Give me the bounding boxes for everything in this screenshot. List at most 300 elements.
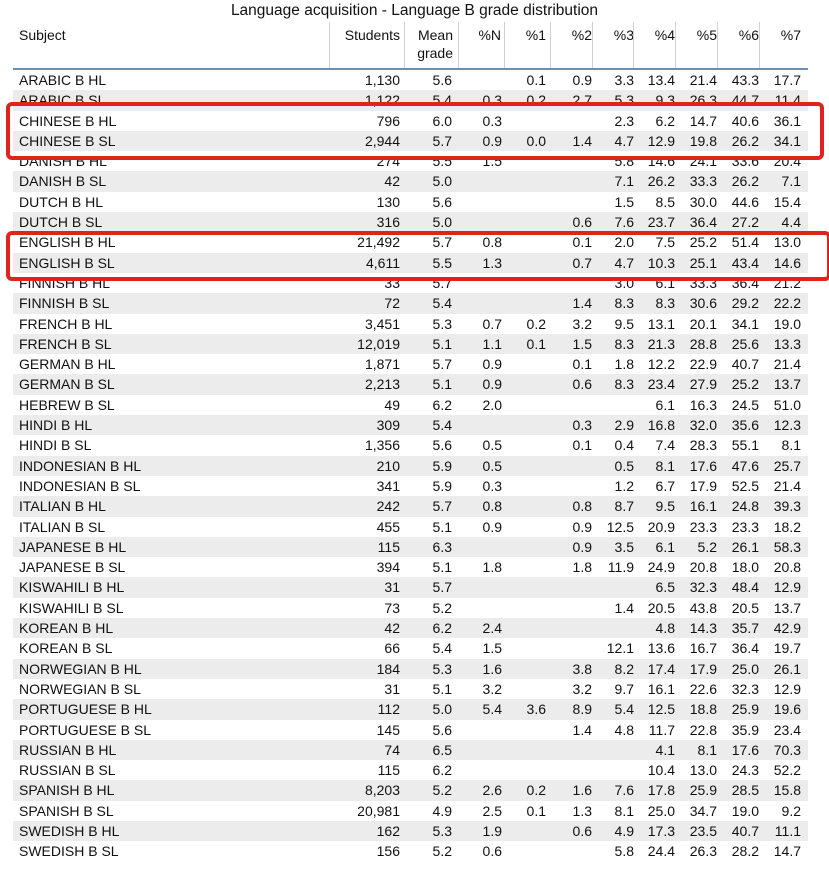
cell-value: 11.9 (607, 559, 634, 576)
cell-value: 36.4 (689, 214, 717, 231)
cell-value: 28.8 (689, 335, 717, 352)
cell-value: 3.5 (614, 538, 634, 555)
table-row (13, 496, 808, 516)
cell-subject: HINDI B SL (19, 437, 92, 454)
cell-value: 21.3 (647, 335, 675, 352)
cell-value: 13.3 (773, 335, 801, 352)
cell-value: 0.5 (482, 437, 502, 454)
cell-value: 16.3 (689, 396, 717, 413)
cell-value: 8.9 (572, 701, 592, 718)
cell-value: 33 (384, 274, 400, 291)
cell-value: 25.1 (689, 254, 717, 271)
cell-value: 26.2 (647, 173, 675, 190)
cell-value: 5.2 (432, 843, 452, 860)
header-p7: %7 (780, 27, 801, 43)
cell-value: 0.9 (482, 356, 502, 373)
cell-value: 17.9 (689, 477, 717, 494)
cell-value: 19.7 (773, 640, 801, 657)
cell-value: 115 (377, 538, 400, 555)
cell-value: 2.4 (482, 620, 502, 637)
cell-value: 13.4 (647, 72, 675, 88)
cell-value: 11.4 (774, 92, 801, 109)
cell-value: 0.8 (572, 498, 592, 515)
cell-value: 274 (376, 153, 400, 170)
cell-value: 43.3 (731, 72, 759, 88)
cell-value: 8.2 (614, 660, 634, 677)
header-p5: %5 (696, 27, 717, 43)
cell-subject: GERMAN B SL (19, 376, 115, 393)
cell-value: 12.5 (606, 518, 634, 535)
cell-value: 309 (376, 417, 400, 434)
cell-value: 19.6 (773, 701, 801, 718)
cell-value: 48.4 (731, 579, 759, 596)
cell-value: 5.3 (614, 92, 634, 109)
cell-value: 3,451 (364, 315, 400, 332)
cell-value: 25.7 (773, 457, 801, 474)
cell-value: 26.1 (773, 660, 801, 677)
header-subject: Subject (19, 27, 66, 43)
cell-subject: HINDI B HL (19, 417, 93, 434)
table-row (13, 334, 808, 354)
cell-value: 14.6 (773, 254, 801, 271)
cell-value: 16.7 (689, 640, 717, 657)
cell-value: 1.3 (482, 254, 502, 271)
cell-value: 6.5 (432, 741, 452, 758)
cell-value: 19.0 (731, 802, 759, 819)
cell-value: 40.7 (731, 356, 759, 373)
cell-value: 0.6 (482, 843, 502, 860)
table-row (13, 314, 808, 334)
cell-subject: KISWAHILI B SL (19, 599, 124, 616)
cell-value: 5.5 (432, 153, 452, 170)
cell-value: 0.5 (482, 457, 502, 474)
cell-value: 51.4 (731, 234, 759, 251)
cell-value: 130 (376, 193, 400, 210)
cell-value: 24.1 (689, 153, 717, 170)
cell-value: 1,356 (364, 437, 400, 454)
cell-value: 0.9 (572, 72, 592, 88)
table-row (13, 476, 808, 496)
cell-value: 19.0 (773, 315, 801, 332)
cell-value: 0.0 (526, 132, 546, 149)
cell-value: 341 (376, 477, 400, 494)
header-divider (759, 22, 760, 68)
cell-value: 0.2 (526, 782, 546, 799)
cell-value: 0.8 (482, 498, 502, 515)
cell-value: 24.5 (731, 396, 759, 413)
cell-subject: SPANISH B HL (19, 782, 115, 799)
cell-value: 6.1 (655, 396, 675, 413)
cell-value: 13.0 (773, 234, 801, 251)
cell-value: 5.1 (432, 376, 452, 393)
table-row (13, 699, 808, 719)
cell-value: 1.5 (572, 335, 592, 352)
cell-value: 1,122 (364, 92, 400, 109)
cell-value: 28.3 (689, 437, 717, 454)
cell-value: 0.4 (614, 437, 634, 454)
cell-value: 24.9 (647, 559, 675, 576)
cell-value: 36.4 (731, 274, 759, 291)
cell-subject: JAPANESE B HL (19, 538, 127, 555)
cell-value: 3.2 (482, 680, 502, 697)
cell-value: 8.3 (614, 376, 634, 393)
cell-value: 2.9 (614, 417, 634, 434)
cell-value: 34.1 (773, 132, 801, 149)
table-row (13, 456, 808, 476)
table-row (13, 293, 808, 313)
cell-value: 0.9 (482, 518, 502, 535)
cell-value: 3.2 (572, 680, 592, 697)
cell-subject: DUTCH B HL (19, 193, 104, 210)
cell-value: 5.0 (432, 701, 452, 718)
cell-value: 3.0 (614, 274, 634, 291)
table-row (13, 841, 808, 861)
cell-value: 5.4 (432, 92, 452, 109)
cell-value: 5.4 (432, 295, 452, 312)
cell-value: 7.1 (781, 173, 801, 190)
cell-value: 5.9 (432, 477, 452, 494)
cell-value: 6.2 (655, 112, 675, 129)
cell-value: 1.4 (572, 295, 592, 312)
cell-value: 6.3 (432, 538, 452, 555)
cell-subject: KOREAN B HL (19, 620, 114, 637)
cell-value: 0.1 (572, 234, 592, 251)
cell-value: 5.0 (432, 173, 452, 190)
cell-subject: ENGLISH B HL (19, 234, 116, 251)
cell-value: 26.1 (731, 538, 759, 555)
cell-value: 6.1 (655, 274, 675, 291)
table-row (13, 90, 808, 110)
cell-value: 8.5 (655, 193, 675, 210)
cell-value: 4.8 (614, 721, 634, 738)
cell-value: 8.1 (614, 802, 634, 819)
cell-value: 2,213 (364, 376, 400, 393)
cell-value: 19.8 (689, 132, 717, 149)
table-row (13, 395, 808, 415)
cell-value: 7.1 (614, 173, 634, 190)
cell-subject: FINNISH B HL (19, 274, 111, 291)
cell-value: 242 (376, 498, 400, 515)
cell-value: 26.3 (689, 92, 717, 109)
cell-value: 8.3 (614, 335, 634, 352)
cell-value: 3.3 (614, 72, 634, 88)
cell-value: 5.1 (432, 518, 452, 535)
table-row (13, 720, 808, 740)
table-row (13, 70, 808, 90)
header-p6: %6 (738, 27, 759, 43)
cell-value: 0.9 (482, 376, 502, 393)
cell-value: 14.7 (773, 843, 801, 860)
cell-value: 0.3 (482, 92, 502, 109)
cell-value: 27.2 (731, 214, 759, 231)
cell-value: 6.1 (655, 538, 675, 555)
cell-value: 5.9 (432, 457, 452, 474)
cell-value: 9.2 (781, 802, 801, 819)
cell-value: 17.6 (689, 457, 717, 474)
cell-value: 40.6 (731, 112, 759, 129)
header-divider (717, 22, 718, 68)
table-row (13, 354, 808, 374)
cell-value: 18.8 (689, 701, 717, 718)
cell-value: 12.1 (606, 640, 634, 657)
cell-value: 6.2 (432, 762, 452, 779)
cell-value: 1.8 (614, 356, 634, 373)
cell-value: 36.4 (731, 640, 759, 657)
cell-value: 22.6 (689, 680, 717, 697)
cell-value: 30.0 (689, 193, 717, 210)
cell-value: 2.0 (614, 234, 634, 251)
cell-value: 12.9 (773, 680, 801, 697)
cell-value: 25.0 (731, 660, 759, 677)
cell-value: 52.2 (773, 762, 801, 779)
cell-value: 18.2 (773, 518, 801, 535)
cell-value: 11.1 (774, 822, 801, 839)
cell-value: 8,203 (364, 782, 400, 799)
cell-value: 24.4 (647, 843, 675, 860)
cell-value: 10.4 (647, 762, 675, 779)
cell-value: 25.9 (731, 701, 759, 718)
cell-value: 6.0 (432, 112, 452, 129)
cell-value: 3.2 (572, 315, 592, 332)
cell-value: 5.3 (432, 315, 452, 332)
cell-value: 0.9 (482, 132, 502, 149)
cell-value: 156 (376, 843, 400, 860)
cell-value: 5.0 (432, 214, 452, 231)
cell-value: 23.4 (773, 721, 801, 738)
cell-value: 0.3 (482, 477, 502, 494)
cell-value: 0.1 (572, 356, 592, 373)
header-mean-line1: Mean (417, 27, 453, 43)
cell-subject: RUSSIAN B SL (19, 762, 116, 779)
cell-value: 20.1 (689, 315, 717, 332)
table-row (13, 537, 808, 557)
cell-value: 14.7 (689, 112, 717, 129)
cell-subject: NORWEGIAN B HL (19, 660, 142, 677)
cell-value: 2.0 (482, 396, 502, 413)
cell-value: 8.7 (614, 498, 634, 515)
cell-value: 20,981 (357, 802, 400, 819)
cell-value: 5.3 (432, 822, 452, 839)
cell-value: 34.7 (689, 802, 717, 819)
cell-value: 0.1 (526, 72, 546, 88)
cell-value: 42.9 (773, 620, 801, 637)
cell-value: 13.6 (647, 640, 675, 657)
cell-value: 5.7 (432, 579, 452, 596)
cell-value: 7.6 (614, 214, 634, 231)
cell-value: 7.6 (614, 782, 634, 799)
cell-value: 1.8 (482, 559, 502, 576)
cell-value: 6.5 (655, 579, 675, 596)
cell-value: 21.4 (773, 356, 801, 373)
cell-subject: ITALIAN B SL (19, 518, 106, 535)
cell-value: 1.4 (572, 132, 592, 149)
cell-value: 20.5 (731, 599, 759, 616)
cell-value: 0.6 (572, 822, 592, 839)
cell-value: 210 (376, 457, 400, 474)
cell-value: 9.5 (655, 498, 675, 515)
cell-value: 33.6 (731, 153, 759, 170)
cell-value: 0.7 (572, 254, 592, 271)
cell-value: 23.3 (689, 518, 717, 535)
cell-value: 5.5 (432, 254, 452, 271)
cell-subject: JAPANESE B SL (19, 559, 126, 576)
header-divider (504, 22, 505, 68)
cell-value: 5.6 (432, 72, 452, 88)
cell-subject: ITALIAN B HL (19, 498, 106, 515)
table-row (13, 659, 808, 679)
cell-value: 394 (376, 559, 400, 576)
table-row (13, 577, 808, 597)
cell-value: 16.1 (689, 498, 717, 515)
cell-value: 5.1 (432, 680, 452, 697)
header-divider (550, 22, 551, 68)
cell-value: 5.4 (432, 640, 452, 657)
cell-value: 23.4 (647, 376, 675, 393)
cell-value: 184 (376, 660, 400, 677)
cell-value: 12,019 (357, 335, 400, 352)
cell-subject: SPANISH B SL (19, 802, 114, 819)
table-body (13, 70, 808, 862)
table-row (13, 192, 808, 212)
cell-value: 24.8 (731, 498, 759, 515)
cell-value: 74 (384, 741, 400, 758)
cell-value: 20.4 (773, 153, 801, 170)
cell-value: 0.9 (572, 518, 592, 535)
cell-value: 15.4 (773, 193, 801, 210)
cell-value: 115 (377, 762, 400, 779)
cell-subject: DANISH B HL (19, 153, 107, 170)
table-row (13, 131, 808, 151)
table-row (13, 618, 808, 638)
cell-subject: CHINESE B SL (19, 132, 116, 149)
cell-value: 32.0 (689, 417, 717, 434)
cell-value: 12.2 (647, 356, 675, 373)
cell-value: 43.8 (689, 599, 717, 616)
cell-value: 1.1 (482, 335, 502, 352)
cell-value: 1.5 (482, 153, 502, 170)
cell-value: 17.6 (731, 741, 759, 758)
cell-subject: NORWEGIAN B SL (19, 680, 141, 697)
cell-subject: DUTCH B SL (19, 214, 103, 231)
cell-value: 7.4 (655, 437, 675, 454)
cell-value: 145 (376, 721, 400, 738)
cell-value: 28.2 (731, 843, 759, 860)
cell-value: 1.6 (482, 660, 502, 677)
cell-value: 8.1 (697, 741, 717, 758)
cell-value: 21.4 (773, 477, 801, 494)
cell-value: 12.5 (647, 701, 675, 718)
cell-value: 0.3 (572, 417, 592, 434)
cell-value: 34.1 (731, 315, 759, 332)
cell-value: 0.1 (572, 437, 592, 454)
cell-value: 0.5 (614, 457, 634, 474)
cell-subject: DANISH B SL (19, 173, 107, 190)
cell-value: 0.6 (572, 376, 592, 393)
cell-value: 31 (384, 680, 400, 697)
cell-value: 6.2 (432, 620, 452, 637)
cell-value: 0.6 (572, 214, 592, 231)
cell-value: 13.0 (689, 762, 717, 779)
cell-value: 12.9 (773, 579, 801, 596)
cell-value: 25.2 (731, 376, 759, 393)
cell-value: 0.2 (526, 315, 546, 332)
cell-value: 17.3 (647, 822, 675, 839)
cell-value: 5.6 (432, 721, 452, 738)
cell-value: 3.8 (572, 660, 592, 677)
cell-value: 51.0 (773, 396, 801, 413)
cell-value: 36.1 (773, 112, 801, 129)
cell-value: 17.8 (647, 782, 675, 799)
cell-value: 25.9 (689, 782, 717, 799)
table-row (13, 374, 808, 394)
cell-value: 5.1 (432, 559, 452, 576)
cell-value: 5.7 (432, 356, 452, 373)
cell-value: 17.9 (689, 660, 717, 677)
cell-value: 5.4 (614, 701, 634, 718)
cell-value: 70.3 (773, 741, 801, 758)
cell-value: 5.2 (697, 538, 717, 555)
cell-subject: SWEDISH B HL (19, 822, 120, 839)
cell-value: 23.7 (647, 214, 675, 231)
table-row (13, 517, 808, 537)
cell-value: 5.7 (432, 132, 452, 149)
cell-value: 13.1 (647, 315, 675, 332)
cell-subject: ARABIC B HL (19, 72, 107, 88)
cell-value: 14.6 (647, 153, 675, 170)
cell-value: 27.9 (689, 376, 717, 393)
cell-value: 8.3 (655, 295, 675, 312)
cell-value: 5.7 (432, 234, 452, 251)
cell-value: 3.6 (526, 701, 546, 718)
cell-value: 20.9 (647, 518, 675, 535)
cell-value: 23.3 (731, 518, 759, 535)
cell-value: 26.3 (689, 843, 717, 860)
header-p4: %4 (654, 27, 675, 43)
cell-value: 16.8 (647, 417, 675, 434)
cell-subject: FRENCH B SL (19, 335, 112, 352)
cell-value: 7.5 (655, 234, 675, 251)
cell-value: 32.3 (689, 579, 717, 596)
cell-value: 5.7 (432, 274, 452, 291)
cell-value: 6.7 (655, 477, 675, 494)
cell-value: 12.9 (647, 132, 675, 149)
cell-value: 16.1 (647, 680, 675, 697)
table-row (13, 679, 808, 699)
cell-value: 162 (376, 822, 400, 839)
cell-value: 32.3 (731, 680, 759, 697)
cell-value: 13.7 (773, 599, 801, 616)
cell-value: 1.4 (614, 599, 634, 616)
table-row (13, 821, 808, 841)
cell-value: 1.2 (614, 477, 634, 494)
header-divider (404, 22, 405, 68)
cell-subject: FRENCH B HL (19, 315, 113, 332)
cell-value: 316 (376, 214, 400, 231)
header-divider (675, 22, 676, 68)
cell-value: 2.5 (482, 802, 502, 819)
cell-value: 49 (384, 396, 400, 413)
cell-value: 33.3 (689, 173, 717, 190)
table-row (13, 435, 808, 455)
cell-value: 29.2 (731, 295, 759, 312)
table-row (13, 598, 808, 618)
cell-value: 72 (384, 295, 400, 312)
cell-value: 1,871 (364, 356, 400, 373)
cell-value: 20.8 (773, 559, 801, 576)
cell-value: 25.0 (647, 802, 675, 819)
cell-value: 17.7 (773, 72, 801, 88)
cell-value: 112 (377, 701, 400, 718)
